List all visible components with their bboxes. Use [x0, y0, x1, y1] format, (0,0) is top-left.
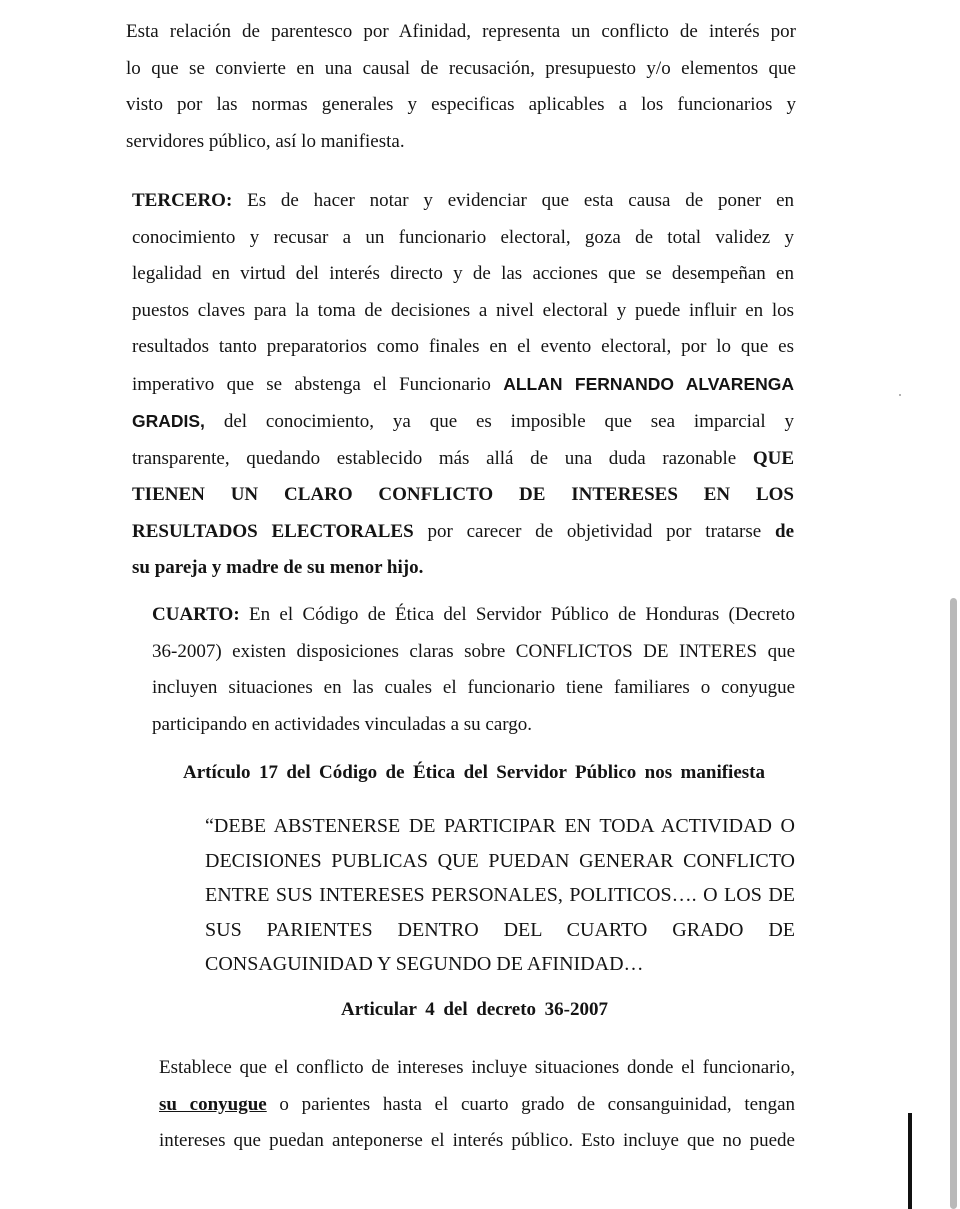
paragraph-afinidad — [126, 14, 796, 160]
article-17-heading: Artículo 17 del Código de Ética del Servidor Público nos manifiesta — [183, 762, 765, 783]
paragraph-line: su pareja y madre de su menor hijo. — [132, 557, 424, 578]
paragraph-line: 36-2007) existen disposiciones claras sobre CONFLICTOS DE INTERES que — [152, 640, 795, 662]
official-name: ALLAN FERNANDO ALVARENGA — [503, 373, 795, 394]
scrollbar-thumb[interactable] — [950, 598, 957, 1209]
paragraph-line: participando en actividades vinculadas a su cargo. — [152, 713, 533, 735]
paragraph-line: incluyen situaciones en las cuales el funcionario tiene familiares o conyugue — [152, 677, 795, 698]
paragraph-line: CUARTO: En el Código de Ética del Servidor Público de Honduras (Decreto — [152, 604, 796, 625]
paragraph-line: conocimiento y recusar a un funcionario electoral, goza de total validez y — [132, 226, 794, 248]
section-heading: CUARTO: — [152, 604, 240, 625]
paragraph-line: su conyugue o parientes hasta el cuarto grado de consanguinidad, tengan — [159, 1093, 796, 1115]
paragraph-line: transparente, quedando establecido más allá de una duda razonable QUE — [132, 447, 794, 469]
quote-line: “DEBE ABSTENERSE DE PARTICIPAR EN TODA ACTIVIDAD O — [205, 815, 795, 837]
paragraph-line: servidores público, así lo manifiesta. — [126, 130, 405, 152]
paragraph-line: Establece que el conflicto de intereses incluye situaciones donde el funcionario, — [159, 1057, 795, 1078]
scan-speck — [899, 394, 901, 396]
scan-edge-mark — [908, 1113, 912, 1209]
official-name: GRADIS, — [132, 411, 205, 431]
paragraph-line: TIENEN UN CLARO CONFLICTO DE INTERESES EN LOS — [132, 484, 794, 505]
paragraph-line: visto por las normas generales y especificas aplicables a los funcionarios y — [126, 94, 796, 115]
quote-line: ENTRE SUS INTERESES PERSONALES, POLITICOS…. O LOS DE — [205, 884, 795, 906]
paragraph-line: puestos claves para la toma de decisiones a nivel electoral y puede influir en los — [132, 299, 794, 321]
paragraph-line: imperativo que se abstenga el Funcionario ALLAN FERNANDO ALVARENGA — [132, 373, 795, 395]
article-4-heading: Articular 4 del decreto 36-2007 — [341, 999, 608, 1020]
quote-line: SUS PARIENTES DENTRO DEL CUARTO GRADO DE — [205, 918, 795, 941]
paragraph-cuarto — [152, 597, 795, 743]
article-4-paragraph — [159, 1050, 795, 1160]
article-17-quote — [205, 809, 795, 982]
paragraph-line: lo que se convierte en una causal de recusación, presupuesto y/o elementos que — [126, 57, 796, 79]
underlined-term: su conyugue — [159, 1093, 267, 1115]
paragraph-tercero — [132, 183, 794, 587]
scrollbar[interactable] — [946, 0, 960, 1209]
paragraph-line: resultados tanto preparatorios como finales en el evento electoral, por lo que es — [132, 336, 794, 357]
paragraph-line: Esta relación de parentesco por Afinidad, representa un conflicto de interés por — [126, 21, 796, 42]
quote-line: CONSAGUINIDAD Y SEGUNDO DE AFINIDAD… — [205, 953, 644, 975]
paragraph-line: intereses que puedan anteponerse el interés público. Esto incluye que no puede — [159, 1130, 795, 1151]
paragraph-line: legalidad en virtud del interés directo y de las acciones que se desempeñan en — [132, 263, 794, 284]
quote-line: DECISIONES PUBLICAS QUE PUEDAN GENERAR CONFLICTO — [205, 849, 795, 872]
paragraph-line: TERCERO: Es de hacer notar y evidenciar que esta causa de poner en — [132, 190, 794, 211]
section-heading: TERCERO: — [132, 190, 233, 211]
paragraph-line: GRADIS, del conocimiento, ya que es imposible que sea imparcial y — [132, 411, 795, 432]
paragraph-line: RESULTADOS ELECTORALES por carecer de objetividad por tratarse de — [132, 520, 794, 542]
